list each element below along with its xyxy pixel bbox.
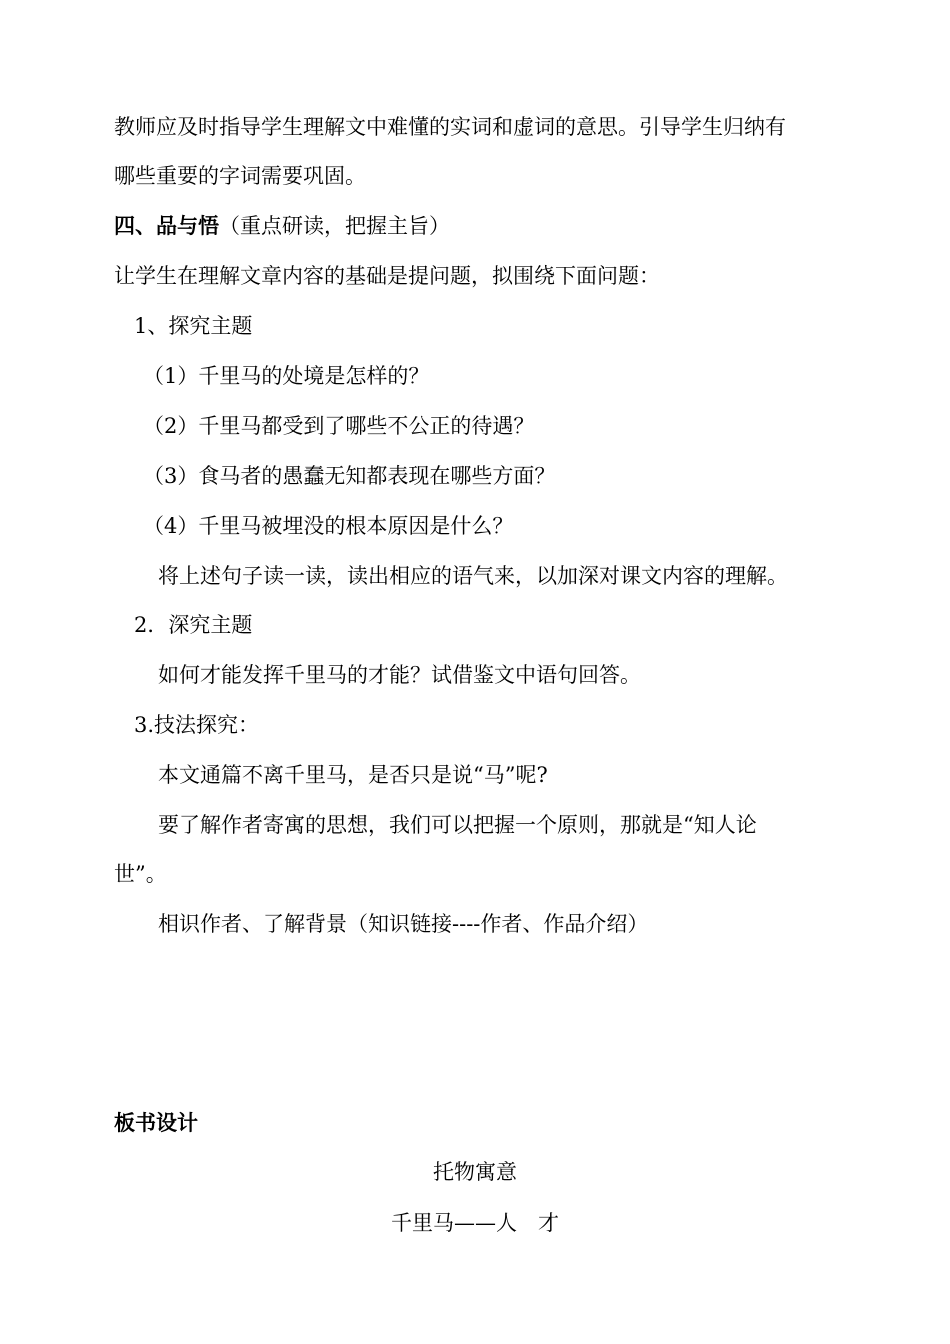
paragraph-line: 世”。 — [114, 862, 167, 886]
board-design-title: 板书设计 — [114, 1110, 198, 1135]
section-note: （重点研读，把握主旨） — [219, 214, 450, 238]
paragraph-line: 如何才能发挥千里马的才能？试借鉴文中语句回答。 — [158, 663, 641, 687]
question-item: （4）千里马被埋没的根本原因是什么？ — [143, 514, 514, 538]
paragraph-line: 哪些重要的字词需要巩固。 — [114, 164, 366, 188]
board-line: 托物寓意 — [433, 1160, 517, 1184]
section-heading — [114, 211, 450, 241]
paragraph-line: 教师应及时指导学生理解文中难懂的实词和虚词的意思。引导学生归纳有 — [114, 115, 786, 139]
paragraph-line: 将上述句子读一读，读出相应的语气来，以加深对课文内容的理解。 — [158, 564, 788, 588]
paragraph-line: 要了解作者寄寓的思想，我们可以把握一个原则，那就是“知人论 — [158, 813, 757, 837]
item-title: 2．深究主题 — [134, 613, 253, 637]
intro-text: 让学生在理解文章内容的基础是提问题，拟围绕下面问题： — [114, 264, 660, 288]
section-title: 四、品与悟 — [114, 213, 219, 238]
item-title: 1、探究主题 — [134, 314, 253, 338]
paragraph-line: 本文通篇不离千里马，是否只是说“马”呢? — [158, 763, 548, 787]
question-item: （1）千里马的处境是怎样的？ — [143, 364, 430, 388]
paragraph-line: 相识作者、了解背景（知识链接----作者、作品介绍） — [158, 912, 649, 936]
item-title: 3.技法探究： — [134, 713, 260, 737]
question-item: （2）千里马都受到了哪些不公正的待遇？ — [143, 414, 535, 438]
board-line: 千里马——人 才 — [391, 1211, 559, 1235]
question-item: （3）食马者的愚蠢无知都表现在哪些方面？ — [143, 464, 556, 488]
